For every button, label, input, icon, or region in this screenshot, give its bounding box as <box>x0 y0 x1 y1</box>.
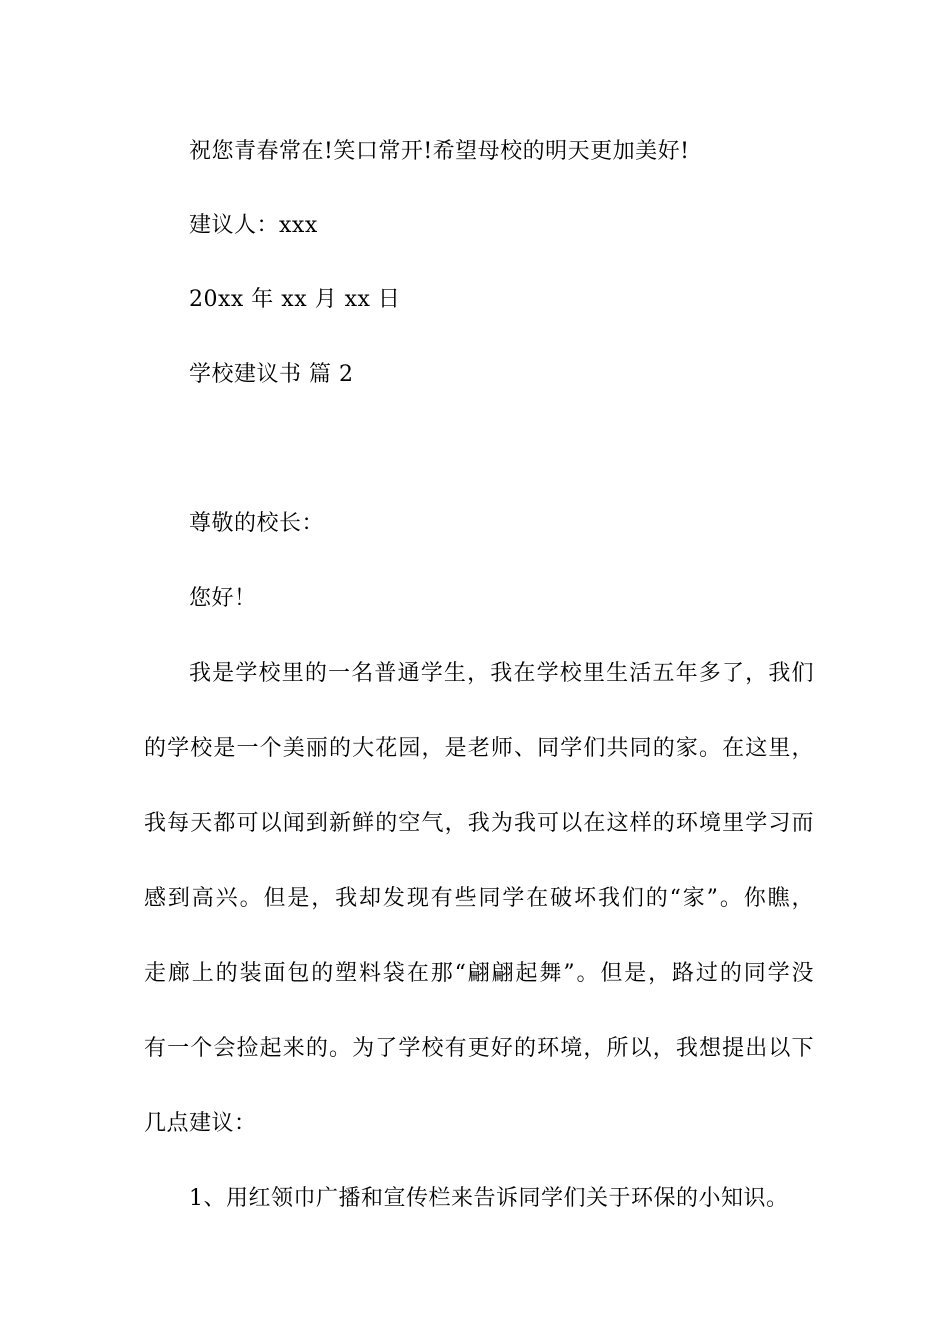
section-title: 学校建议书 篇 2 <box>189 362 354 387</box>
salutation: 尊敬的校长： <box>189 511 325 536</box>
body-line-5: 走廊上的装面包的塑料袋在那“翩翩起舞”。但是，路过的同学没 <box>144 961 814 986</box>
body-line-1: 我是学校里的一名普通学生，我在学校里生活五年多了，我们 <box>189 661 814 686</box>
body-line-3: 我每天都可以闻到新鲜的空气，我为我可以在这样的环境里学习而 <box>144 811 814 836</box>
greeting: 您好！ <box>189 586 257 611</box>
signer-line: 建议人：xxx <box>189 213 318 238</box>
body-line-4: 感到高兴。但是，我却发现有些同学在破坏我们的“家”。你瞧， <box>144 886 814 911</box>
body-line-2: 的学校是一个美丽的大花园，是老师、同学们共同的家。在这里， <box>144 736 814 761</box>
body-line-7: 几点建议： <box>144 1111 257 1136</box>
suggestion-1: 1、用红领巾广播和宣传栏来告诉同学们关于环保的小知识。 <box>189 1186 789 1211</box>
body-line-6: 有一个会捡起来的。为了学校有更好的环境，所以，我想提出以下 <box>144 1036 814 1061</box>
date-line: 20xx 年 xx 月 xx 日 <box>189 287 401 312</box>
closing-wish: 祝您青春常在!笑口常开!希望母校的明天更加美好! <box>189 139 690 164</box>
